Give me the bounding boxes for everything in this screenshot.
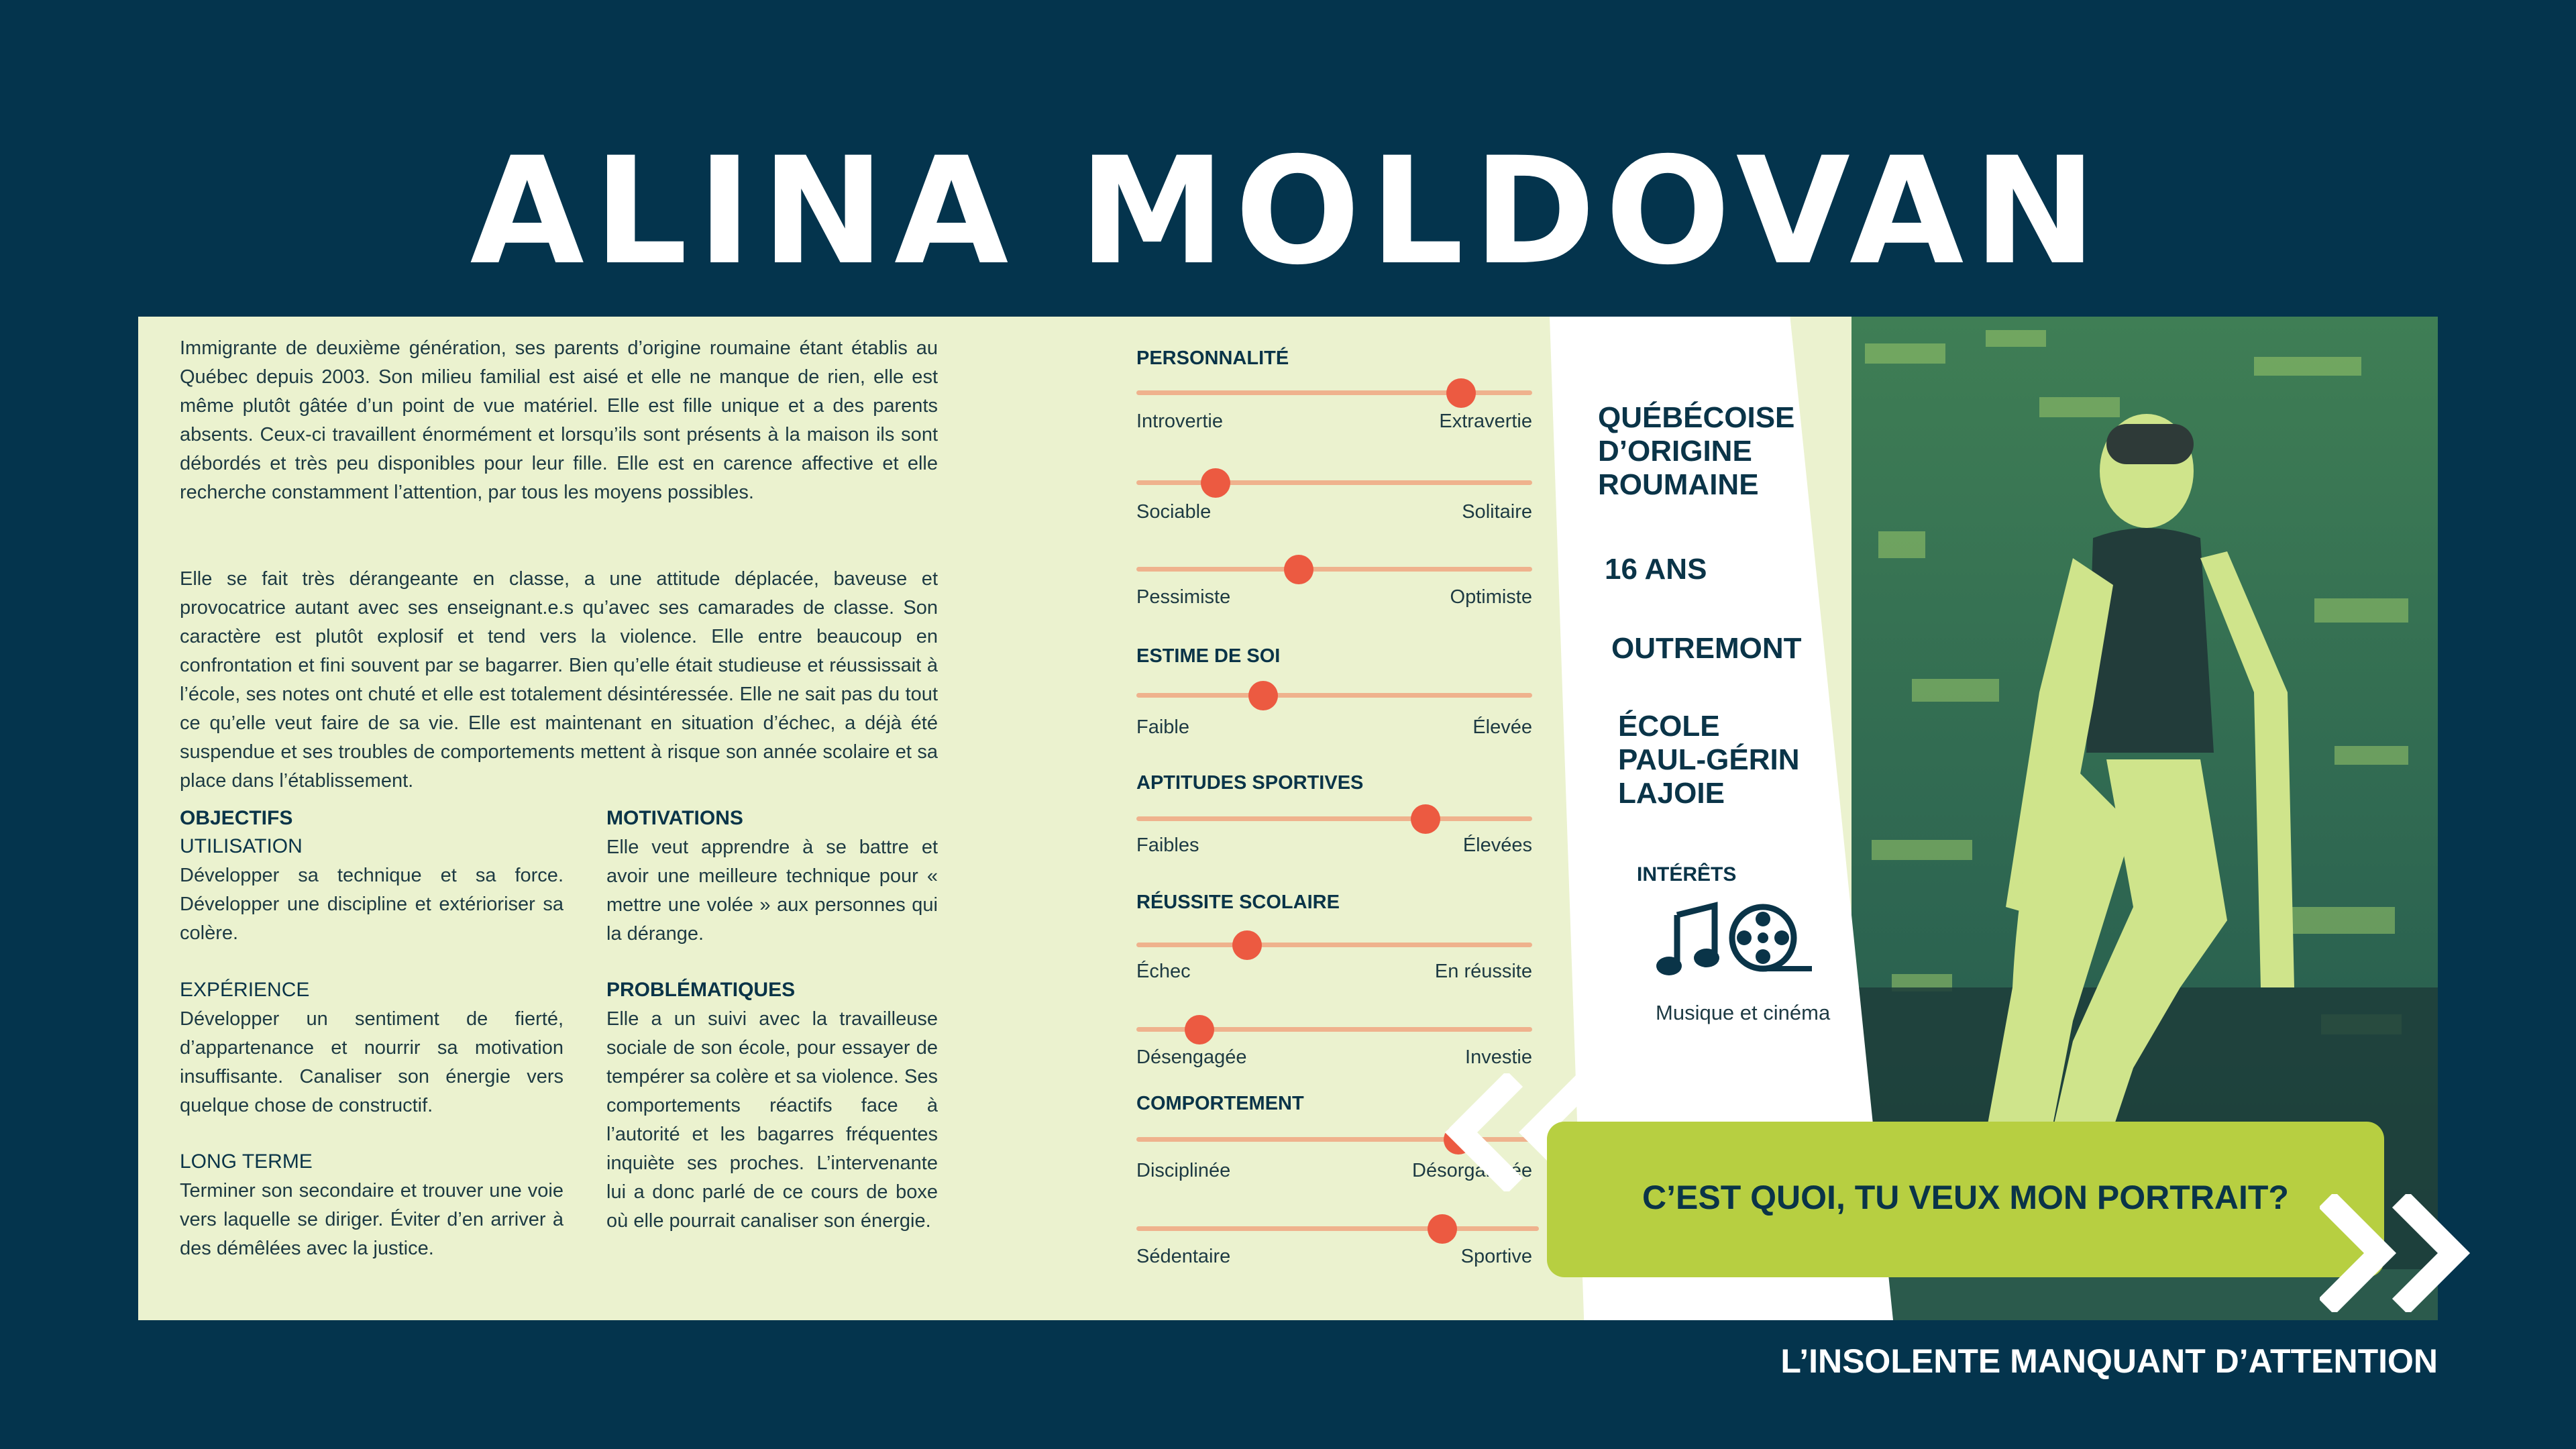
origin-line-1: QUÉBÉCOISE [1598,401,1795,434]
origin-line-3: ROUMAINE [1598,468,1759,501]
slider-right-label: Sportive [1460,1246,1532,1267]
slider-knob [1284,555,1313,584]
slider-right-label: Optimiste [1450,586,1532,608]
slider-knob [1201,468,1230,498]
aptitudes-heading: APTITUDES SPORTIVES [1136,772,1364,794]
quote-box [1547,1122,2384,1277]
problematiques-heading: PROBLÉMATIQUES [606,979,796,1001]
long-terme-text: Terminer son secondaire et trouver une voie vers laquelle se diriger. Éviter d’en arriver à des démêlées avec la justice. [180,1180,564,1259]
estime-heading: ESTIME DE SOI [1136,645,1281,667]
school-line-1: ÉCOLE [1618,710,1720,743]
slider-knob [1232,930,1262,960]
slider-left-label: Échec [1136,961,1191,982]
slider-left-label: Sédentaire [1136,1246,1231,1267]
slider-left-label: Faible [1136,716,1189,738]
slider-left-label: Pessimiste [1136,586,1231,608]
slider-track [1136,567,1532,572]
slider-left-label: Disciplinée [1136,1160,1231,1181]
interests-text: Musique et cinéma [1656,1001,1831,1024]
quote-text: C’EST QUOI, TU VEUX MON PORTRAIT? [1642,1179,2289,1216]
slider-track [1136,816,1532,821]
slider-knob [1446,378,1476,408]
place-text: OUTREMONT [1611,632,1802,665]
bio-paragraph-2: Elle se fait très dérangeante en classe, a une attitude déplacée, baveuse et provocatrice autant avec ses enseignant.e.s qu’avec ses camarades de classe. Son caractère est plutôt explosif et tend vers la violence. Elle entre beaucoup en confrontation et fini souvent par se bagarrer. Bien qu’elle était studieuse et réussissait à l’école, ses notes ont chuté et elle est totalement désintéressée. Elle ne sait pas du tout ce qu’elle veut faire de sa vie. Elle est maintenant en situation d’échec, a déjà été suspendue et ses troubles de comportements mettent à risque son année scolaire et sa place dans l’établissement. [180,568,938,792]
slider-right-label: Désorganisée [1412,1160,1532,1181]
tagline: L’INSOLENTE MANQUANT D’ATTENTION [1780,1342,2438,1380]
slider-left-label: Désengagée [1136,1046,1247,1068]
page-title: ALINA MOLDOVAN [470,125,2106,297]
music-icon [1654,900,1721,981]
utilisation-label: UTILISATION [180,835,303,857]
problematiques-text: Elle a un suivi avec la travailleuse sociale de son école, pour essayer de tempérer sa colère et sa violence. Ses comportements réactifs face à l’autorité et les bagarres fréquentes inquiète ses proches. L’intervenante lui a donc parlé de ce cours de boxe où elle pourrait canaliser son énergie. [606,1008,938,1232]
slider-right-label: Élevée [1472,716,1532,738]
slider-knob [1411,804,1440,834]
slider-track [1136,943,1532,947]
slider-track [1136,1226,1539,1231]
motivations-heading: MOTIVATIONS [606,807,743,829]
film-reel-icon [1728,900,1815,981]
objectifs-heading: OBJECTIFS [180,807,293,829]
motivations-text: Elle veut apprendre à se battre et avoir une meilleure technique pour « mettre une volée » aux personnes qui la dérange. [606,837,938,945]
bio-paragraph-1: Immigrante de deuxième génération, ses parents d’origine roumaine étant établis au Québec depuis 2003. Son milieu familial est aisé et elle ne manque de rien, elle est même plutôt gâtée d’un point de vue matériel. Elle est fille unique et a des parents absents. Ceux-ci travaillent énormément et lorsqu’ils sont présents à la maison ils sont débordés et très peu disponibles pour leur fille. Elle est en carence affective et elle recherche constamment l’attention, par tous les moyens possibles. [180,337,938,503]
slider-knob [1428,1214,1457,1244]
slider-left-label: Faibles [1136,835,1199,856]
slider-right-label: En réussite [1434,961,1532,982]
school-line-3: LAJOIE [1618,777,1725,810]
slider-right-label: Solitaire [1462,501,1532,523]
slider-knob [1185,1015,1214,1044]
origin-line-2: D’ORIGINE [1598,435,1752,468]
slider-left-label: Introvertie [1136,411,1223,432]
long-terme-label: LONG TERME [180,1150,313,1173]
slider-right-label: Investie [1465,1046,1532,1068]
comportement-heading: COMPORTEMENT [1136,1093,1304,1114]
slider-knob [1248,681,1278,710]
slider-track [1136,390,1532,395]
slider-track [1136,480,1532,485]
age-text: 16 ANS [1605,553,1707,586]
slider-track [1136,693,1532,698]
personnalite-heading: PERSONNALITÉ [1136,347,1289,369]
slider-track [1136,1027,1532,1032]
interests-heading: INTÉRÊTS [1637,863,1737,885]
experience-label: EXPÉRIENCE [180,979,310,1001]
slider-right-label: Élevées [1462,835,1532,856]
experience-text: Développer un sentiment de fierté, d’appartenance et nourrir sa motivation insuffisante. Canaliser son énergie vers quelque chose de constructif. [180,1008,564,1116]
chevron-right-icon [2320,1194,2474,1312]
slider-right-label: Extravertie [1439,411,1532,432]
utilisation-text: Développer sa technique et sa force. Développer une discipline et extérioriser sa colère. [180,865,564,944]
school-line-2: PAUL-GÉRIN [1618,743,1800,776]
slider-left-label: Sociable [1136,501,1212,523]
reussite-heading: RÉUSSITE SCOLAIRE [1136,892,1340,913]
